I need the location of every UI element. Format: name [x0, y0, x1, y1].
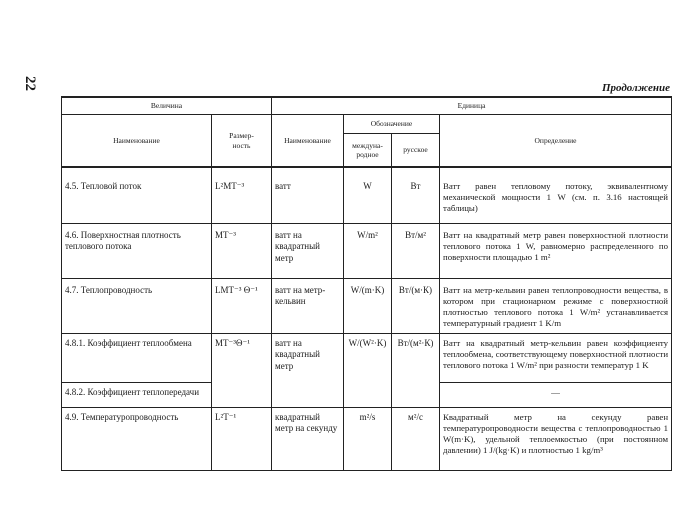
dimension: MT⁻³: [212, 224, 272, 279]
russian-symbol: Вт: [392, 167, 440, 224]
dimension: L²T⁻¹: [212, 408, 272, 471]
table-row: [62, 279, 672, 334]
header-definition: Определение: [440, 115, 672, 168]
definition: Ватт равен тепловому потоку, эквивалентному механической мощности 1 W (см. п. 3.16 настоящей таблицы): [440, 167, 672, 224]
header-row-mid: [62, 115, 672, 134]
header-designation: Обозначение: [344, 115, 440, 134]
header-international: междуна- родное: [344, 134, 392, 168]
quantity-name: 4.5. Тепловой поток: [62, 167, 212, 224]
russian-symbol: Вт/(м²·К): [392, 334, 440, 408]
definition: Ватт на квадратный метр-кельвин равен коэффициенту теплообмена, соответствующему поверхностной плотности теплового потока 1 W/m² при разности температур 1 K: [440, 334, 672, 383]
intl-symbol: W/(W²·K): [344, 334, 392, 408]
header-name: Наименование: [62, 115, 212, 168]
table-row: [62, 408, 672, 471]
header-unit-name: Наименование: [272, 115, 344, 168]
header-quantity: Величина: [62, 97, 272, 115]
quantity-name: 4.9. Температуропроводность: [62, 408, 212, 471]
intl-symbol: m²/s: [344, 408, 392, 471]
russian-symbol: Вт/м²: [392, 224, 440, 279]
header-unit: Единица: [272, 97, 672, 115]
dimension: LMT⁻³ Θ⁻¹: [212, 279, 272, 334]
quantity-name: 4.8.2. Коэффициент теплопередачи: [62, 383, 212, 408]
definition: Ватт на квадратный метр равен поверхностной плотности теплового потока 1 W, равномерно распределенного по поверхности площадью 1 m²: [440, 224, 672, 279]
table-row: [62, 334, 672, 383]
header-row-top: [62, 97, 672, 115]
intl-symbol: W/(m·K): [344, 279, 392, 334]
units-table: [61, 96, 672, 471]
header-dimension: Размер- ность: [212, 115, 272, 168]
dimension: L²MT⁻³: [212, 167, 272, 224]
russian-symbol: м²/с: [392, 408, 440, 471]
intl-symbol: W: [344, 167, 392, 224]
unit-name: ватт на квадратный метр: [272, 224, 344, 279]
page-number: 22: [22, 76, 38, 91]
continued-label: Продолжение: [601, 82, 670, 94]
definition: Ватт на метр-кельвин равен теплопроводности вещества, в котором при стационарном режиме с поверхностной плотностью теплового потока 1 W/m² устанавливается температурный градиент 1 K/m: [440, 279, 672, 334]
definition: Квадратный метр на секунду равен температуропроводности вещества с теплопроводностью 1 W(m·K), удельной теплоемкостью (при постоянном давлении) 1 J/(kg·K) и плотностью 1 kg/m³: [440, 408, 672, 471]
header-russian: русское: [392, 134, 440, 168]
russian-symbol: Вт/(м·К): [392, 279, 440, 334]
unit-name: квадратный метр на секунду: [272, 408, 344, 471]
intl-symbol: W/m²: [344, 224, 392, 279]
definition: —: [440, 383, 672, 408]
table-row: [62, 167, 672, 224]
table-row: [62, 224, 672, 279]
unit-name: ватт на квадратный метр: [272, 334, 344, 408]
dimension: MT⁻³Θ⁻¹: [212, 334, 272, 408]
quantity-name: 4.7. Теплопроводность: [62, 279, 212, 334]
quantity-name: 4.8.1. Коэффициент теплообмена: [62, 334, 212, 383]
unit-name: ватт: [272, 167, 344, 224]
quantity-name: 4.6. Поверхностная плотность теплового потока: [62, 224, 212, 279]
unit-name: ватт на метр-кельвин: [272, 279, 344, 334]
